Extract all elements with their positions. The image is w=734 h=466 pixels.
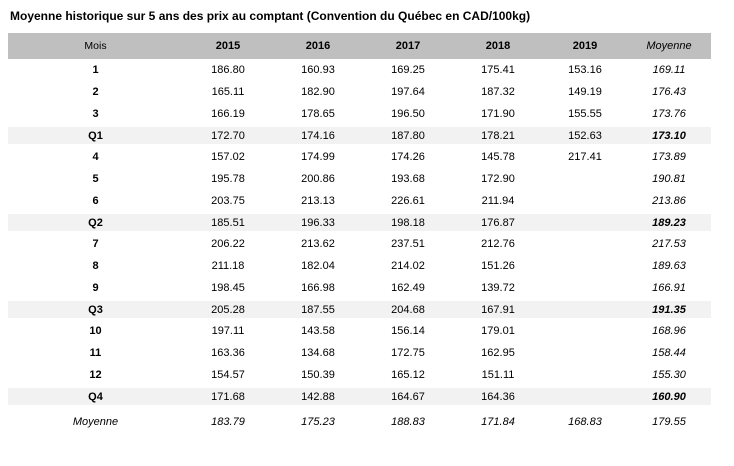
cell-value: 160.93 <box>301 64 335 76</box>
row-label: 4 <box>92 151 99 163</box>
cell-value: 163.36 <box>211 347 245 359</box>
cell-value: 172.90 <box>481 173 515 185</box>
row-label: 12 <box>89 369 102 381</box>
row-label: 3 <box>92 108 99 120</box>
cell-value: 172.75 <box>391 347 425 359</box>
cell-value: 204.68 <box>363 299 453 320</box>
cell-value: 165.12 <box>391 369 425 381</box>
row-label: 10 <box>89 325 102 337</box>
table-row <box>8 364 711 386</box>
cell-value: 162.95 <box>481 347 515 359</box>
row-label: 1 <box>92 64 99 76</box>
cell-value: 139.72 <box>481 282 515 294</box>
row-label: Q2 <box>8 212 183 233</box>
cell-value: 154.57 <box>211 369 245 381</box>
table-row <box>8 125 711 146</box>
cell-moyenne: 213.86 <box>652 195 686 207</box>
cell-value <box>543 255 627 277</box>
table-row <box>8 212 711 233</box>
column-header-2016: 2016 <box>273 33 363 59</box>
cell-value: 145.78 <box>481 151 515 163</box>
cell-value: 152.63 <box>543 125 627 146</box>
cell-value <box>543 364 627 386</box>
cell-value: 179.01 <box>481 325 515 337</box>
cell-value: 203.75 <box>211 195 245 207</box>
cell-value: 176.87 <box>453 212 543 233</box>
cell-value: 174.16 <box>273 125 363 146</box>
cell-value: 151.11 <box>481 369 515 381</box>
cell-value <box>543 320 627 342</box>
cell-value: 186.80 <box>211 64 245 76</box>
cell-moyenne: 173.10 <box>627 125 711 146</box>
cell-value: 164.67 <box>363 386 453 407</box>
cell-value: 167.91 <box>453 299 543 320</box>
cell-value: 198.45 <box>211 282 245 294</box>
table-row <box>8 299 711 320</box>
cell-value: 178.65 <box>301 108 335 120</box>
cell-value: 217.41 <box>568 151 602 163</box>
cell-value: 205.28 <box>183 299 273 320</box>
table-row <box>8 168 711 190</box>
table-row <box>8 320 711 342</box>
cell-value <box>543 342 627 364</box>
page-title: Moyenne historique sur 5 ans des prix au comptant (Convention du Québec en CAD/100kg) <box>10 9 531 23</box>
table-row <box>8 233 711 255</box>
cell-value: 206.22 <box>211 238 245 250</box>
cell-value: 197.11 <box>211 325 245 337</box>
cell-value <box>543 299 627 320</box>
cell-value <box>543 212 627 233</box>
cell-moyenne: 155.30 <box>652 369 686 381</box>
cell-value: 211.94 <box>481 195 515 207</box>
cell-value: 213.62 <box>301 238 335 250</box>
cell-value: 213.13 <box>301 195 335 207</box>
cell-moyenne: 168.96 <box>652 325 686 337</box>
row-label: Q1 <box>8 125 183 146</box>
column-header-2015: 2015 <box>183 33 273 59</box>
cell-value: 187.80 <box>363 125 453 146</box>
cell-moyenne: 189.23 <box>627 212 711 233</box>
cell-value: 193.68 <box>391 173 425 185</box>
cell-value <box>543 190 627 212</box>
table-header <box>8 33 711 59</box>
row-label: 11 <box>89 347 102 359</box>
row-label: 8 <box>92 260 99 272</box>
cell-moyenne: 191.35 <box>627 299 711 320</box>
table-row <box>8 190 711 212</box>
cell-value: 196.50 <box>391 108 425 120</box>
cell-value: 165.11 <box>211 86 245 98</box>
cell-value: 226.61 <box>391 195 425 207</box>
cell-value: 187.55 <box>273 299 363 320</box>
table-row <box>8 277 711 299</box>
row-label: 5 <box>92 173 99 185</box>
cell-value <box>543 386 627 407</box>
cell-value: 196.33 <box>273 212 363 233</box>
cell-value: 200.86 <box>301 173 335 185</box>
cell-value <box>543 277 627 299</box>
cell-value: 155.55 <box>568 108 602 120</box>
cell-value: 166.19 <box>211 108 245 120</box>
cell-value: 175.41 <box>481 64 515 76</box>
cell-value: 157.02 <box>211 151 245 163</box>
cell-value: 153.16 <box>568 64 602 76</box>
table-row <box>8 342 711 364</box>
table-row <box>8 59 711 81</box>
cell-value: 174.99 <box>301 151 335 163</box>
cell-moyenne: 166.91 <box>652 282 686 294</box>
cell-value: 142.88 <box>273 386 363 407</box>
cell-value: 182.90 <box>301 86 335 98</box>
row-label: 7 <box>92 238 99 250</box>
cell-value: 182.04 <box>301 260 335 272</box>
cell-moyenne: 189.63 <box>652 260 686 272</box>
cell-value: 195.78 <box>211 173 245 185</box>
cell-value: 143.58 <box>301 325 335 337</box>
cell-moyenne: 190.81 <box>652 173 686 185</box>
cell-moyenne: 160.90 <box>627 386 711 407</box>
column-header-2019: 2019 <box>543 33 627 59</box>
cell-value: 183.79 <box>211 416 245 428</box>
column-header-moyenne: Moyenne <box>627 33 711 59</box>
cell-value: 171.84 <box>481 416 515 428</box>
cell-value: 197.64 <box>391 86 425 98</box>
cell-moyenne: 169.11 <box>652 64 686 76</box>
cell-value: 198.18 <box>363 212 453 233</box>
row-label: Q4 <box>8 386 183 407</box>
cell-value: 172.70 <box>183 125 273 146</box>
cell-moyenne: 217.53 <box>652 238 686 250</box>
cell-value <box>543 233 627 255</box>
table-row <box>8 103 711 125</box>
cell-value: 150.39 <box>301 369 335 381</box>
cell-value: 214.02 <box>391 260 425 272</box>
cell-value: 134.68 <box>301 347 335 359</box>
cell-moyenne: 173.89 <box>652 151 686 163</box>
cell-value: 178.21 <box>453 125 543 146</box>
row-label: Q3 <box>8 299 183 320</box>
header-row <box>8 33 711 59</box>
cell-value: 187.32 <box>481 86 515 98</box>
cell-value: 149.19 <box>568 86 602 98</box>
table-row <box>8 255 711 277</box>
row-label: Moyenne <box>72 416 119 428</box>
cell-moyenne: 158.44 <box>652 347 686 359</box>
cell-value: 162.49 <box>391 282 425 294</box>
cell-value: 175.23 <box>301 416 335 428</box>
column-header-mois: Mois <box>8 33 183 59</box>
cell-value: 212.76 <box>481 238 515 250</box>
cell-value: 151.26 <box>481 260 515 272</box>
table-row <box>8 407 711 437</box>
cell-value: 211.18 <box>211 260 245 272</box>
table-row <box>8 81 711 103</box>
cell-value: 156.14 <box>391 325 425 337</box>
table-body <box>8 59 711 437</box>
cell-value <box>543 168 627 190</box>
cell-value: 168.83 <box>568 416 602 428</box>
cell-moyenne: 173.76 <box>652 108 686 120</box>
row-label: 9 <box>92 282 99 294</box>
cell-value: 237.51 <box>391 238 425 250</box>
row-label: 2 <box>92 86 99 98</box>
cell-value: 171.90 <box>481 108 515 120</box>
cell-value: 166.98 <box>301 282 335 294</box>
table-row <box>8 146 711 168</box>
cell-moyenne: 179.55 <box>652 416 686 428</box>
row-label: 6 <box>92 195 99 207</box>
cell-value: 174.26 <box>391 151 425 163</box>
cell-value: 164.36 <box>453 386 543 407</box>
cell-moyenne: 176.43 <box>652 86 686 98</box>
table-row <box>8 386 711 407</box>
cell-value: 171.68 <box>183 386 273 407</box>
cell-value: 188.83 <box>391 416 425 428</box>
column-header-2018: 2018 <box>453 33 543 59</box>
price-table <box>8 33 711 437</box>
column-header-2017: 2017 <box>363 33 453 59</box>
cell-value: 169.25 <box>391 64 425 76</box>
cell-value: 185.51 <box>183 212 273 233</box>
